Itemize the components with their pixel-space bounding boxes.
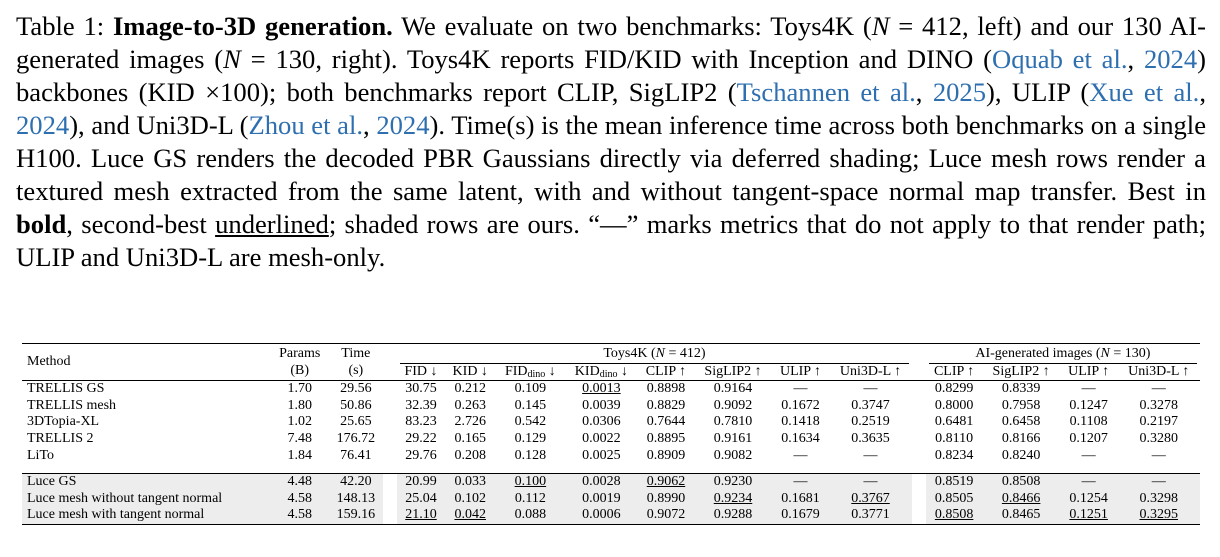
header-clip: CLIP ↑ bbox=[645, 363, 687, 379]
method-name: Luce mesh with tangent normal bbox=[22, 507, 271, 524]
table-row bbox=[22, 474, 1200, 491]
method-name: 3DTopia-XL bbox=[27, 414, 100, 430]
table-cell: 0.112 bbox=[496, 491, 566, 508]
table-row bbox=[22, 431, 1200, 448]
table-cell: 0.9082 bbox=[713, 447, 753, 463]
table-cell: 0.8895 bbox=[646, 430, 686, 446]
header-time: Time (s) bbox=[329, 344, 383, 381]
citation-link[interactable]: Zhou et al., 2024 bbox=[248, 110, 430, 140]
header-ulip: ULIP ↑ bbox=[779, 363, 822, 379]
table-cell: 0.8240 bbox=[1001, 447, 1041, 463]
table-cell: 0.1681 bbox=[772, 491, 830, 508]
caption-text: ), ULIP ( bbox=[986, 77, 1090, 107]
table-cell: 0.102 bbox=[445, 491, 496, 508]
caption-text: ) backbones (KID ×100); both benchmarks report CLIP, SigLIP2 ( bbox=[16, 44, 1206, 107]
table-cell: 0.1634 bbox=[781, 430, 820, 446]
header-uni3d: Uni3D-L ↑ bbox=[839, 363, 902, 379]
table-cell: — bbox=[1060, 474, 1118, 491]
citation-link[interactable]: Xue et al., 2024 bbox=[16, 77, 1206, 140]
table-cell: 0.0039 bbox=[582, 397, 621, 413]
table-cell: — bbox=[829, 474, 911, 491]
table-cell: 7.48 bbox=[287, 430, 312, 446]
header-method: Method bbox=[22, 344, 271, 381]
method-name: TRELLIS 2 bbox=[27, 430, 94, 446]
table-cell: 0.0013 bbox=[565, 381, 637, 398]
math-n: N bbox=[223, 44, 241, 74]
table-cell: 0.7958 bbox=[1001, 397, 1041, 413]
table-cell: — bbox=[1060, 381, 1118, 398]
caption-underlined-word: underlined bbox=[215, 209, 329, 239]
table-cell: 0.8234 bbox=[934, 447, 974, 463]
table-cell: 0.9092 bbox=[713, 397, 753, 413]
table-cell: 0.7644 bbox=[646, 414, 686, 430]
table-cell: 42.20 bbox=[329, 474, 383, 491]
table-cell: 0.3767 bbox=[829, 491, 911, 508]
header-clip-ai: CLIP ↑ bbox=[933, 363, 975, 379]
table-cell: 0.9230 bbox=[694, 474, 771, 491]
caption-text: = 412, left) and our 130 AI-generated images ( bbox=[16, 11, 1206, 74]
table-cell: 0.1679 bbox=[772, 507, 830, 524]
header-ai-group: AI-generated images (N = 130) bbox=[926, 344, 1200, 364]
table-cell: 0.3280 bbox=[1139, 430, 1178, 446]
table-cell: — bbox=[829, 381, 911, 398]
table-cell: 0.2519 bbox=[851, 414, 890, 430]
table-cell: 0.6481 bbox=[934, 414, 974, 430]
table-cell: 4.58 bbox=[271, 507, 329, 524]
table-cell: 0.3771 bbox=[829, 507, 911, 524]
method-name: LiTo bbox=[27, 447, 55, 463]
table-cell: — bbox=[772, 474, 830, 491]
method-name: Luce GS bbox=[22, 474, 271, 491]
table-cell: 83.23 bbox=[405, 414, 437, 430]
header-fid-dino: $FID_{dino}$ ↓ bbox=[504, 363, 556, 380]
table-cell: 0.1247 bbox=[1069, 397, 1108, 413]
table-cell: 0.0006 bbox=[565, 507, 637, 524]
table-cell: 2.726 bbox=[454, 414, 486, 430]
citation-link[interactable]: Tschannen et al., 2025 bbox=[736, 77, 986, 107]
table-cell: 0.6458 bbox=[1001, 414, 1041, 430]
table-cell: 4.48 bbox=[271, 474, 329, 491]
table-cell: 0.3278 bbox=[1139, 397, 1178, 413]
table-row bbox=[22, 381, 1200, 398]
caption-bold-word: bold bbox=[16, 209, 67, 239]
table-cell: 0.8909 bbox=[646, 447, 686, 463]
table-cell: 0.8508 bbox=[982, 474, 1059, 491]
table-cell: 0.033 bbox=[445, 474, 496, 491]
table-cell: 1.70 bbox=[271, 381, 329, 398]
caption-text: ). Time(s) is the mean inference time across both benchmarks on a single H100. Luce GS renders the decoded PBR Gaussians directly via deferred shading; Luce mesh rows render a textured mesh extracted from the same latent, with and without tangent-space normal map transfer. Best in bbox=[16, 110, 1206, 206]
header-ulip-ai: ULIP ↑ bbox=[1068, 363, 1110, 379]
table-cell: 0.3635 bbox=[851, 430, 890, 446]
table-body bbox=[22, 381, 1200, 525]
table-cell: 0.542 bbox=[514, 414, 547, 430]
table-cell: 0.129 bbox=[514, 430, 547, 446]
table-cell: 1.80 bbox=[287, 397, 312, 413]
table-cell: 0.8829 bbox=[646, 397, 686, 413]
table-cell: — bbox=[1081, 447, 1096, 463]
table-cell: 32.39 bbox=[405, 397, 437, 413]
table-cell: 0.1251 bbox=[1060, 507, 1118, 524]
caption-text: = 130, right). Toys4K reports FID/KID with Inception and DINO ( bbox=[240, 44, 992, 74]
table-cell: 0.128 bbox=[514, 447, 547, 463]
header-fid: FID ↓ bbox=[404, 363, 438, 379]
citation-link[interactable]: Oquab et al., 2024 bbox=[991, 44, 1198, 74]
table-row bbox=[22, 507, 1200, 524]
table-cell: 0.9072 bbox=[638, 507, 695, 524]
caption-text: We evaluate on two benchmarks: Toys4K ( bbox=[392, 11, 872, 41]
method-name: TRELLIS GS bbox=[22, 381, 271, 398]
table-cell: 0.0019 bbox=[565, 491, 637, 508]
table-cell: 0.8299 bbox=[926, 381, 983, 398]
header-kid: KID ↓ bbox=[452, 363, 488, 379]
table-cell: 0.109 bbox=[496, 381, 566, 398]
table-cell: 0.042 bbox=[445, 507, 496, 524]
table-cell: 0.9288 bbox=[694, 507, 771, 524]
table-cell: 0.9161 bbox=[713, 430, 753, 446]
table-row bbox=[22, 448, 1200, 465]
table-cell: 1.84 bbox=[287, 447, 312, 463]
table-cell: 0.8505 bbox=[926, 491, 983, 508]
table-cell: — bbox=[1151, 447, 1166, 463]
table-cell: 25.04 bbox=[397, 491, 445, 508]
table-cell: 0.100 bbox=[496, 474, 566, 491]
table-cell: 0.0306 bbox=[582, 414, 621, 430]
header-params: Params (B) bbox=[271, 344, 329, 381]
table-cell: 0.1108 bbox=[1069, 414, 1108, 430]
table-cell: 0.1254 bbox=[1060, 491, 1118, 508]
table-cell: 0.208 bbox=[454, 447, 486, 463]
table-cell: 1.02 bbox=[287, 414, 312, 430]
table-cell: — bbox=[863, 447, 878, 463]
header-siglip2: SigLIP2 ↑ bbox=[704, 363, 762, 379]
table-cell: — bbox=[1117, 381, 1200, 398]
table-cell: 0.0028 bbox=[565, 474, 637, 491]
table-cell: 76.41 bbox=[340, 447, 372, 463]
table-cell: 21.10 bbox=[397, 507, 445, 524]
table-cell: 0.9062 bbox=[638, 474, 695, 491]
header-toys4k-group: Toys4K (N = 412) bbox=[397, 344, 912, 364]
table-cell: 29.22 bbox=[405, 430, 437, 446]
table-cell: 0.8000 bbox=[934, 397, 974, 413]
table-cell: 0.8508 bbox=[926, 507, 983, 524]
table-cell: 0.8339 bbox=[982, 381, 1059, 398]
table-cell: 0.0025 bbox=[582, 447, 621, 463]
table-cell: 0.9164 bbox=[694, 381, 771, 398]
table-cell: 0.8465 bbox=[982, 507, 1059, 524]
header-kid-dino: $KID_{dino}$ ↓ bbox=[574, 363, 628, 380]
header-siglip2-ai: SigLIP2 ↑ bbox=[992, 363, 1050, 379]
math-n: N bbox=[871, 11, 890, 41]
table-cell: 0.8166 bbox=[1001, 430, 1041, 446]
table-cell: 0.3747 bbox=[851, 397, 890, 413]
table-cell: 29.76 bbox=[405, 447, 437, 463]
table-cell: — bbox=[772, 381, 830, 398]
table-cell: 0.3295 bbox=[1117, 507, 1200, 524]
table-caption bbox=[16, 10, 1206, 274]
caption-title: Image-to-3D generation. bbox=[112, 11, 393, 41]
caption-text: ; shaded rows are ours. “—” marks metrics that do not apply to that render path; ULIP and Uni3D-L are mesh-only. bbox=[16, 209, 1206, 272]
table-cell: 0.8898 bbox=[638, 381, 695, 398]
method-name: Luce mesh without tangent normal bbox=[22, 491, 271, 508]
table-cell: 29.56 bbox=[329, 381, 383, 398]
table-cell: 0.263 bbox=[454, 397, 486, 413]
table-cell: 0.088 bbox=[496, 507, 566, 524]
table-row bbox=[22, 414, 1200, 431]
table-cell: 0.0022 bbox=[582, 430, 621, 446]
table-cell: — bbox=[1117, 474, 1200, 491]
table-cell: 20.99 bbox=[397, 474, 445, 491]
table-cell: 0.1207 bbox=[1069, 430, 1108, 446]
table-cell: 30.75 bbox=[397, 381, 445, 398]
table-cell: 159.16 bbox=[329, 507, 383, 524]
table-cell: 0.145 bbox=[514, 397, 547, 413]
table-cell: 0.8990 bbox=[638, 491, 695, 508]
results-table bbox=[22, 343, 1200, 525]
table-cell: 148.13 bbox=[329, 491, 383, 508]
caption-label: Table 1: bbox=[16, 11, 105, 41]
method-name: TRELLIS mesh bbox=[27, 397, 117, 413]
table-cell: — bbox=[793, 447, 808, 463]
table-cell: 50.86 bbox=[340, 397, 372, 413]
table-cell: 0.8110 bbox=[935, 430, 974, 446]
table-cell: 176.72 bbox=[336, 430, 376, 446]
table-cell: 0.212 bbox=[445, 381, 496, 398]
table-cell: 0.8519 bbox=[926, 474, 983, 491]
table-cell: 0.165 bbox=[454, 430, 486, 446]
table-cell: 25.65 bbox=[340, 414, 372, 430]
table-row bbox=[22, 398, 1200, 415]
table-cell: 0.3298 bbox=[1117, 491, 1200, 508]
caption-text: , second-best bbox=[66, 209, 216, 239]
table-row bbox=[22, 491, 1200, 508]
table-cell: 4.58 bbox=[271, 491, 329, 508]
table-cell: 0.9234 bbox=[694, 491, 771, 508]
table-cell: 0.1418 bbox=[781, 414, 820, 430]
table-cell: 0.2197 bbox=[1139, 414, 1178, 430]
table-cell: 0.1672 bbox=[781, 397, 820, 413]
table-cell: 0.7810 bbox=[713, 414, 753, 430]
table-cell: 0.8466 bbox=[982, 491, 1059, 508]
header-uni3d-ai: Uni3D-L ↑ bbox=[1128, 363, 1190, 379]
caption-text: ), and Uni3D-L ( bbox=[69, 110, 249, 140]
